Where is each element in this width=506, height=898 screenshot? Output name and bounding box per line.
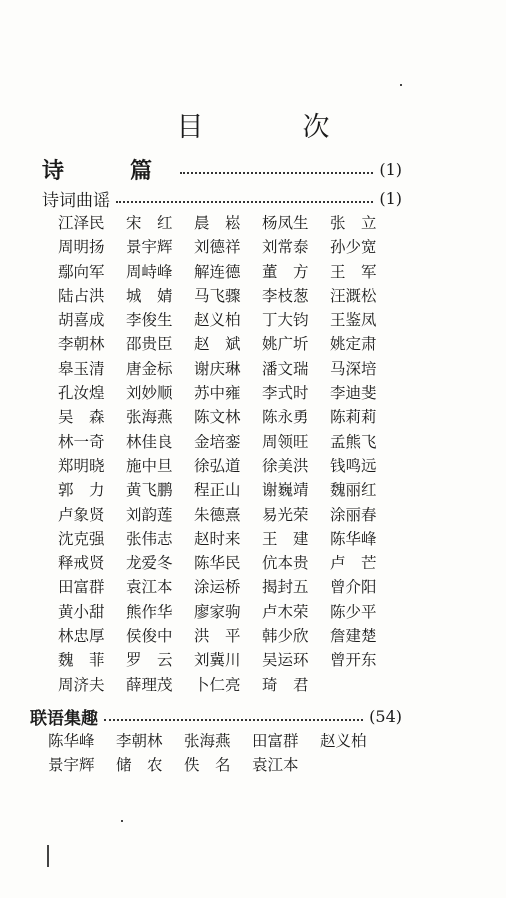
author-name: 周峙峰: [126, 262, 173, 281]
author-name: 丁大钧: [262, 311, 309, 330]
author-name: 侯俊中: [126, 627, 173, 646]
author-list-poems: [58, 211, 398, 697]
author-name: 赵时来: [194, 529, 241, 548]
author-name: 赵义柏: [194, 311, 241, 330]
author-name: 陆占洪: [58, 286, 105, 305]
author-name: 李式时: [262, 384, 309, 403]
author-name: 晨 崧: [194, 214, 241, 232]
author-name: 袁江本: [126, 578, 173, 597]
author-name: 宋 红: [126, 214, 173, 232]
author-name: 周明扬: [58, 238, 105, 257]
author-name: 陈文林: [194, 408, 241, 427]
author-name: 揭封五: [262, 578, 309, 597]
author-name: 涂丽春: [330, 505, 377, 524]
author-name: 张海燕: [184, 732, 231, 750]
author-name: 陈华峰: [48, 732, 95, 750]
author-name: 田富群: [58, 578, 105, 597]
author-name: 韩少欣: [262, 627, 309, 646]
author-name: 魏 菲: [58, 651, 105, 670]
author-name: 罗 云: [126, 651, 173, 670]
author-name: 曾介阳: [330, 578, 377, 597]
author-name: 黄飞鹏: [126, 481, 173, 500]
author-name: 陈少平: [330, 602, 377, 621]
author-name: 张伟志: [126, 529, 173, 548]
toc-label: 联语集趣: [30, 708, 98, 729]
author-name: 周领旺: [262, 432, 309, 451]
author-name: 钱鸣远: [330, 456, 377, 475]
author-name: 郑明晓: [58, 456, 105, 475]
author-name: 王鉴凤: [330, 311, 377, 330]
scan-speck: [121, 820, 123, 822]
author-name: 佚 名: [184, 756, 231, 775]
author-name: 刘妙顺: [126, 384, 173, 403]
author-name: 张海燕: [126, 408, 173, 427]
author-name: 卜仁亮: [194, 675, 241, 694]
author-name: 魏丽红: [330, 481, 377, 500]
author-name: 谢巍靖: [262, 481, 309, 500]
author-name: 熊作华: [126, 602, 173, 621]
toc-entry-poems: [42, 156, 402, 182]
author-name: 姚定肃: [330, 335, 377, 354]
author-name: 胡喜成: [58, 311, 105, 330]
author-name: 张 立: [330, 214, 377, 232]
author-name: 薛理茂: [126, 675, 173, 694]
author-name: 唐金标: [126, 359, 173, 378]
author-name: 景宇辉: [126, 238, 173, 257]
toc-leader: [104, 719, 363, 721]
author-name: 孔汝煌: [58, 384, 105, 403]
author-name: 汪溉松: [330, 286, 377, 305]
author-name: 沈克强: [58, 529, 105, 548]
toc-leader: [116, 201, 373, 203]
toc-label: 诗词曲谣: [42, 190, 110, 211]
author-name: 金培銮: [194, 432, 241, 451]
author-name: 孟熊飞: [330, 432, 377, 451]
author-name: 卢木荣: [262, 602, 309, 621]
author-name: 易光荣: [262, 505, 309, 524]
author-name: 杨凤生: [262, 214, 309, 232]
author-name: 陈莉莉: [330, 408, 377, 427]
author-name: 姚广圻: [262, 335, 309, 354]
author-name: 施中旦: [126, 456, 173, 475]
author-name: 王 军: [330, 262, 377, 281]
toc-page-number: (1): [379, 188, 402, 208]
toc-page-number: (54): [369, 706, 402, 726]
author-name: 伉本贵: [262, 554, 309, 573]
author-name: 马飞骤: [194, 286, 241, 305]
author-name: 刘韵莲: [126, 505, 173, 524]
author-name: 吴运环: [262, 651, 309, 670]
author-name: 刘德祥: [194, 238, 241, 257]
author-name: 潘文瑞: [262, 359, 309, 378]
author-name: 赵 斌: [194, 335, 241, 354]
author-name: 朱德熹: [194, 505, 241, 524]
author-list-couplets: [48, 729, 388, 778]
author-name: 解连德: [194, 262, 241, 281]
author-name: 林一奇: [58, 432, 105, 451]
author-name: 董 方: [262, 262, 309, 281]
author-name: 周济夫: [58, 675, 105, 694]
author-name: 储 农: [116, 756, 163, 775]
author-name: 程正山: [194, 481, 241, 500]
author-name: 鄢向军: [58, 262, 105, 281]
author-name: 林佳良: [126, 432, 173, 451]
author-name: 皋玉清: [58, 359, 105, 378]
author-name: 黄小甜: [58, 602, 105, 621]
author-name: 曾开东: [330, 651, 377, 670]
author-name: 林忠厚: [58, 627, 105, 646]
author-name: 徐弘道: [194, 456, 241, 475]
author-name: 洪 平: [194, 627, 241, 646]
toc-page-number: (1): [379, 159, 402, 179]
author-name: 苏中雍: [194, 384, 241, 403]
author-name: 陈永勇: [262, 408, 309, 427]
author-name: 江泽民: [58, 214, 105, 232]
author-name: 涂运桥: [194, 578, 241, 597]
toc-label: 诗 篇: [42, 157, 175, 184]
toc-entry-couplets: [30, 703, 402, 729]
author-name: 马深培: [330, 359, 377, 378]
author-name: 刘冀川: [194, 651, 241, 670]
author-name: 李朝林: [58, 335, 105, 354]
author-name: 徐美洪: [262, 456, 309, 475]
author-name: 王 建: [262, 529, 309, 548]
author-name: 吴 森: [58, 408, 105, 427]
author-name: 景宇辉: [48, 756, 95, 775]
author-name: 卢象贤: [58, 505, 105, 524]
scan-mark: [47, 845, 49, 867]
author-name: 释戒贤: [58, 554, 105, 573]
author-name: 李朝林: [116, 732, 163, 750]
author-name: 谢庆琳: [194, 359, 241, 378]
author-name: 邵贵臣: [126, 335, 173, 354]
toc-leader: [180, 172, 373, 174]
author-name: 孙少宽: [330, 238, 377, 257]
author-name: 詹建楚: [330, 627, 377, 646]
author-name: 袁江本: [252, 756, 299, 775]
author-name: 李迪斐: [330, 384, 377, 403]
page-title: 目 次: [176, 112, 366, 143]
scan-speck: [400, 84, 402, 86]
author-name: 陈华民: [194, 554, 241, 573]
author-name: 龙爱冬: [126, 554, 173, 573]
author-name: 城 婧: [126, 286, 173, 305]
author-name: 卢 芒: [330, 554, 377, 573]
author-name: 刘常泰: [262, 238, 309, 257]
author-name: 李枝葱: [262, 286, 309, 305]
author-name: 赵义柏: [320, 732, 367, 750]
author-name: 廖家驹: [194, 602, 241, 621]
author-name: 郭 力: [58, 481, 105, 500]
author-name: 田富群: [252, 732, 299, 750]
author-name: 琦 君: [262, 675, 309, 694]
toc-entry-poetry-songs: [42, 185, 402, 211]
author-name: 陈华峰: [330, 529, 377, 548]
author-name: 李俊生: [126, 311, 173, 330]
